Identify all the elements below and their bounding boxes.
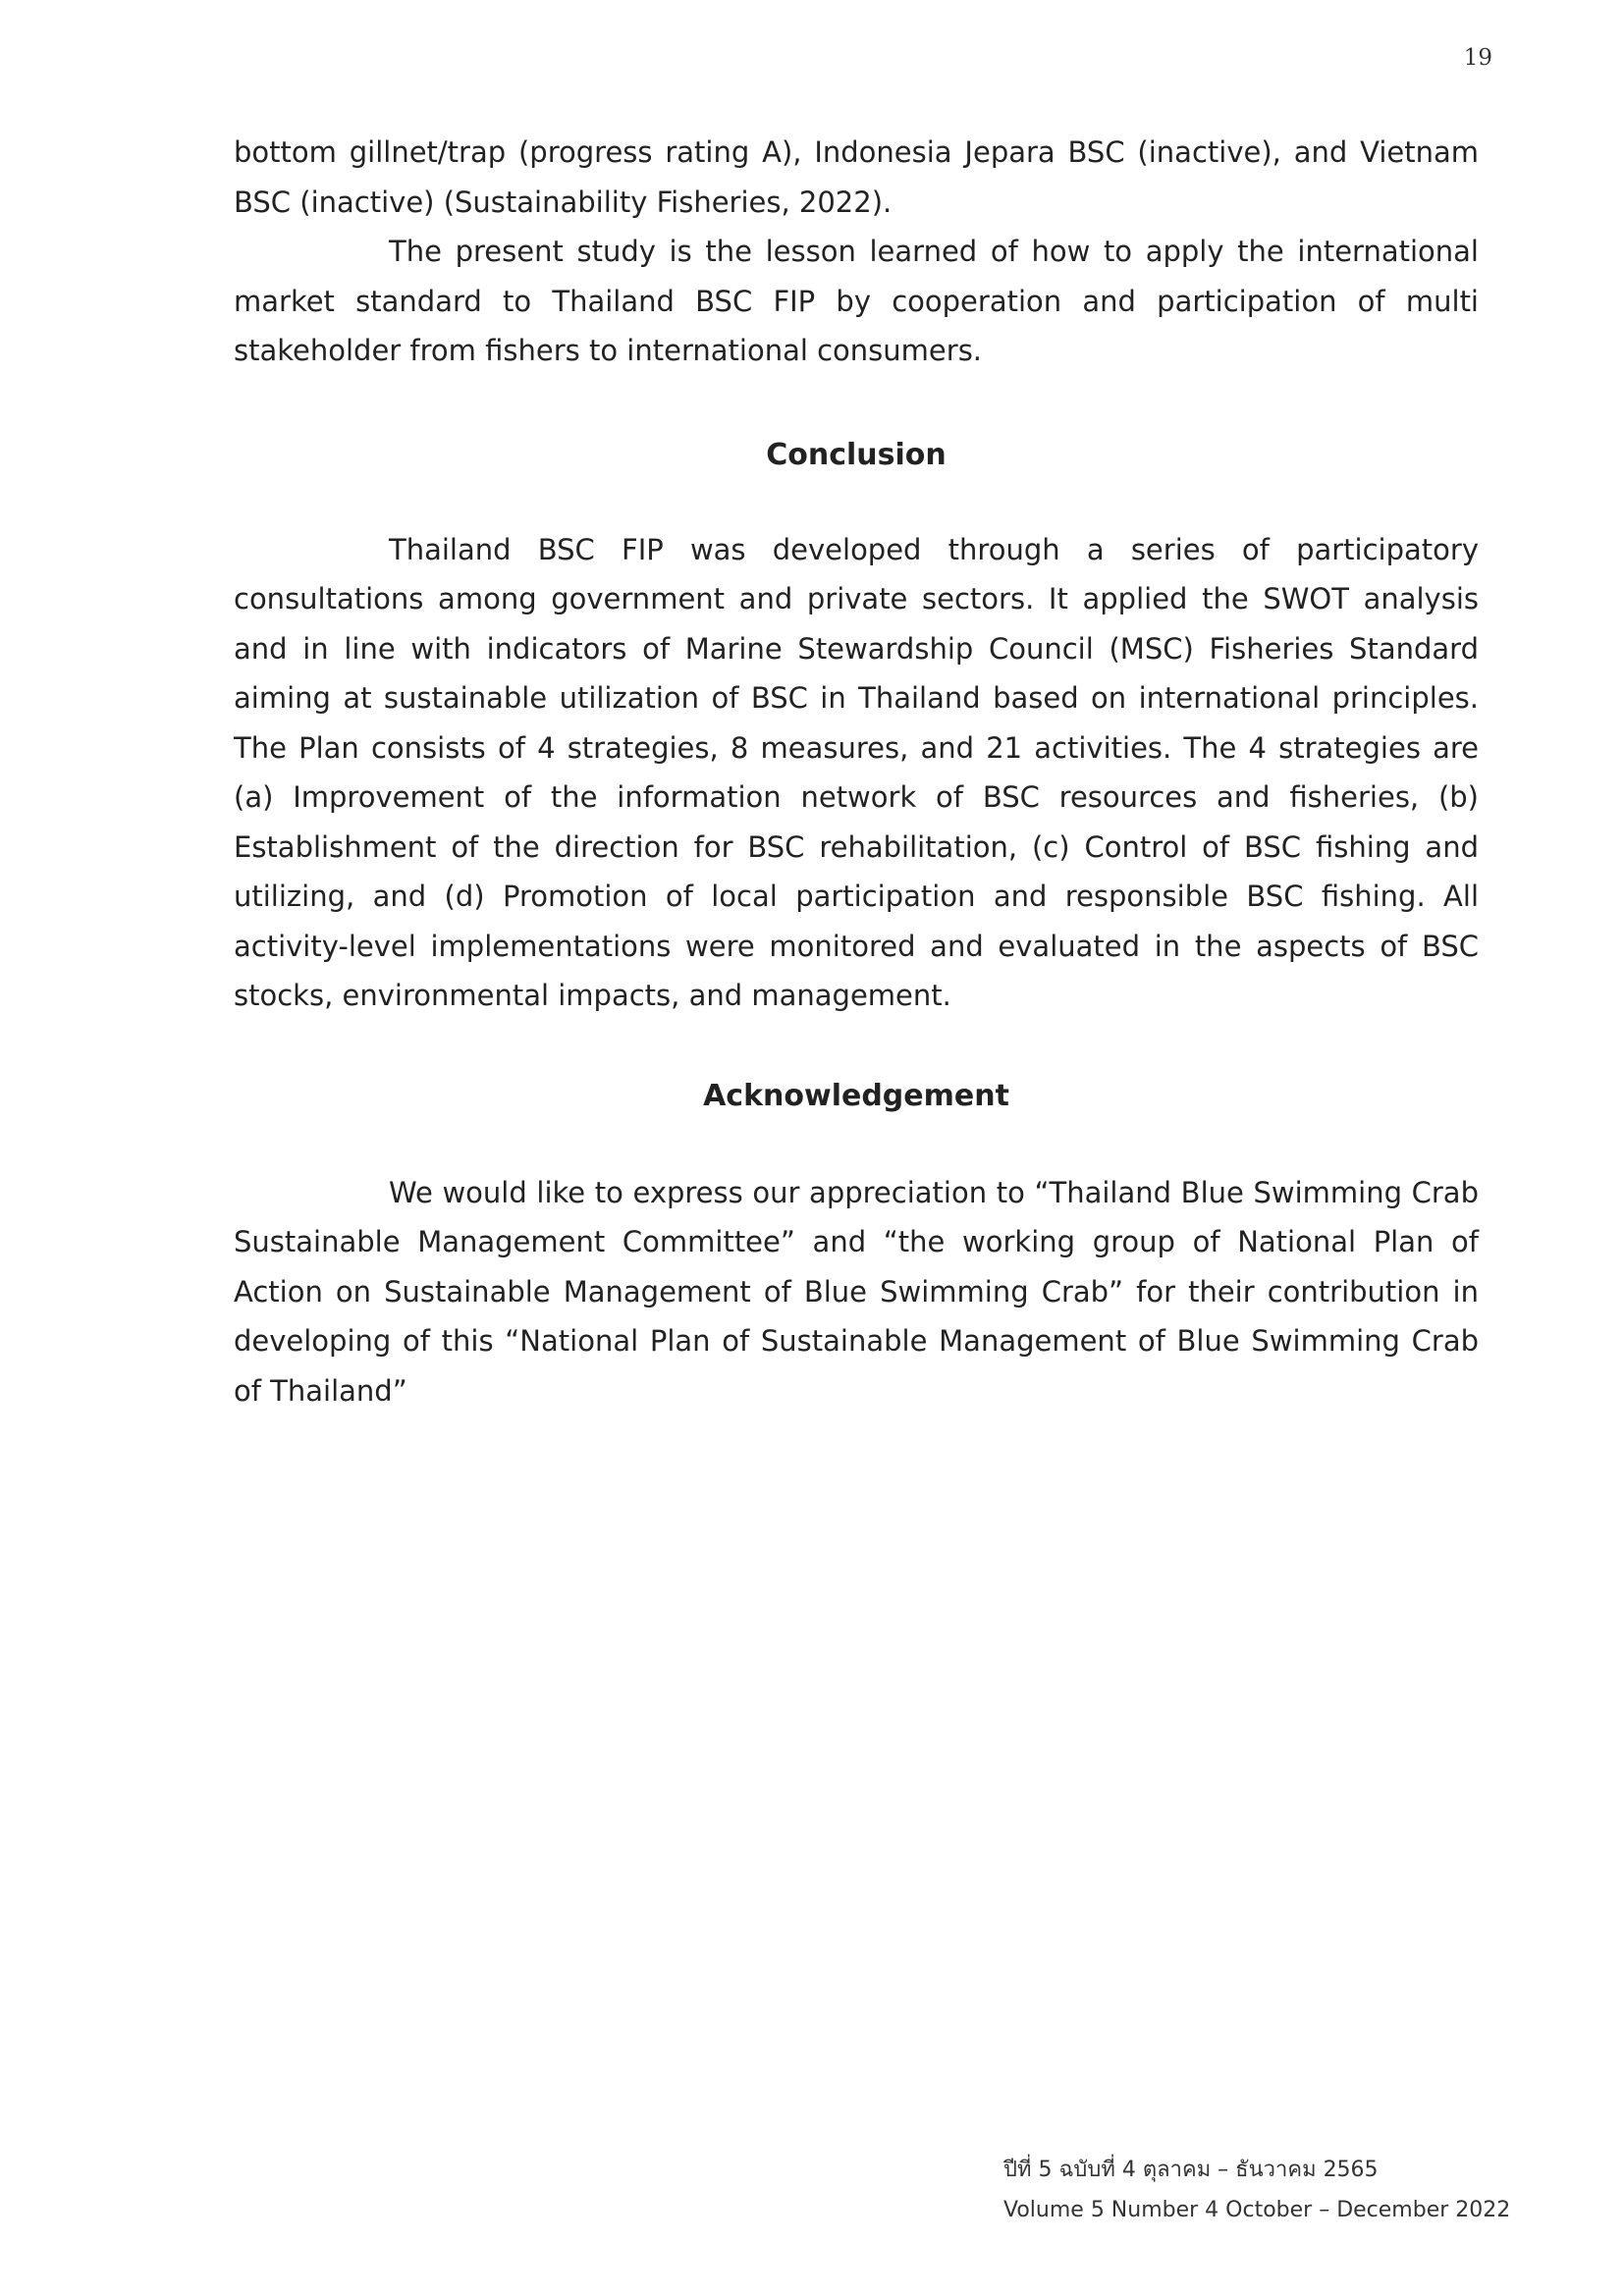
paragraph-present-study: The present study is the lesson learned of how to apply the international market standard to Thailand BSC FIP by cooperation and participation of multi stakeholder from fishers to international consumers.	[234, 235, 1479, 367]
paragraph-conclusion: Thailand BSC FIP was developed through a series of participatory consultations among government and private sectors. It applied the SWOT analysis and in line with indicators of Marine Stewardship Council (MSC) Fisheries Standard aiming at sustainable utilization of BSC in Thailand based on international principles. The Plan consists of 4 strategies, 8 measures, and 21 activities. The 4 strategies are (a) Improvement of the information network of BSC resources and fisheries, (b) Establishment of the direction for BSC rehabilitation, (c) Control of BSC fishing and utilizing, and (d) Promotion of local participation and responsible BSC fishing. All activity-level implementations were monitored and evaluated in the aspects of BSC stocks, environmental impacts, and management.	[234, 532, 1479, 1012]
paragraph-intro-continuation: bottom gillnet/trap (progress rating A), Indonesia Jepara BSC (inactive), and Vietnam BSC (inactive) (Sustainability Fisheries, 2022).	[234, 135, 1479, 219]
acknowledgement-heading: Acknowledgement	[703, 1078, 1009, 1113]
footer-thai-line: ปีที่ 5 ฉบับที่ 4 ตุลาคม – ธันวาคม 2565	[1003, 2158, 1379, 2182]
paragraph-acknowledgement: We would like to express our appreciation to “Thailand Blue Swimming Crab Sustainable Management Committee” and “the working group of National Plan of Action on Sustainable Management of Blue Swimming Crab” for their contribution in developing of this “National Plan of Sustainable Management of Blue Swimming Crab of Thailand”	[234, 1175, 1479, 1408]
page-number: 19	[1463, 45, 1492, 71]
page-body	[234, 128, 1479, 1415]
journal-footer	[1003, 2150, 1510, 2230]
conclusion-heading: Conclusion	[766, 437, 947, 472]
footer-english-line: Volume 5 Number 4 October – December 2022	[1003, 2198, 1511, 2222]
